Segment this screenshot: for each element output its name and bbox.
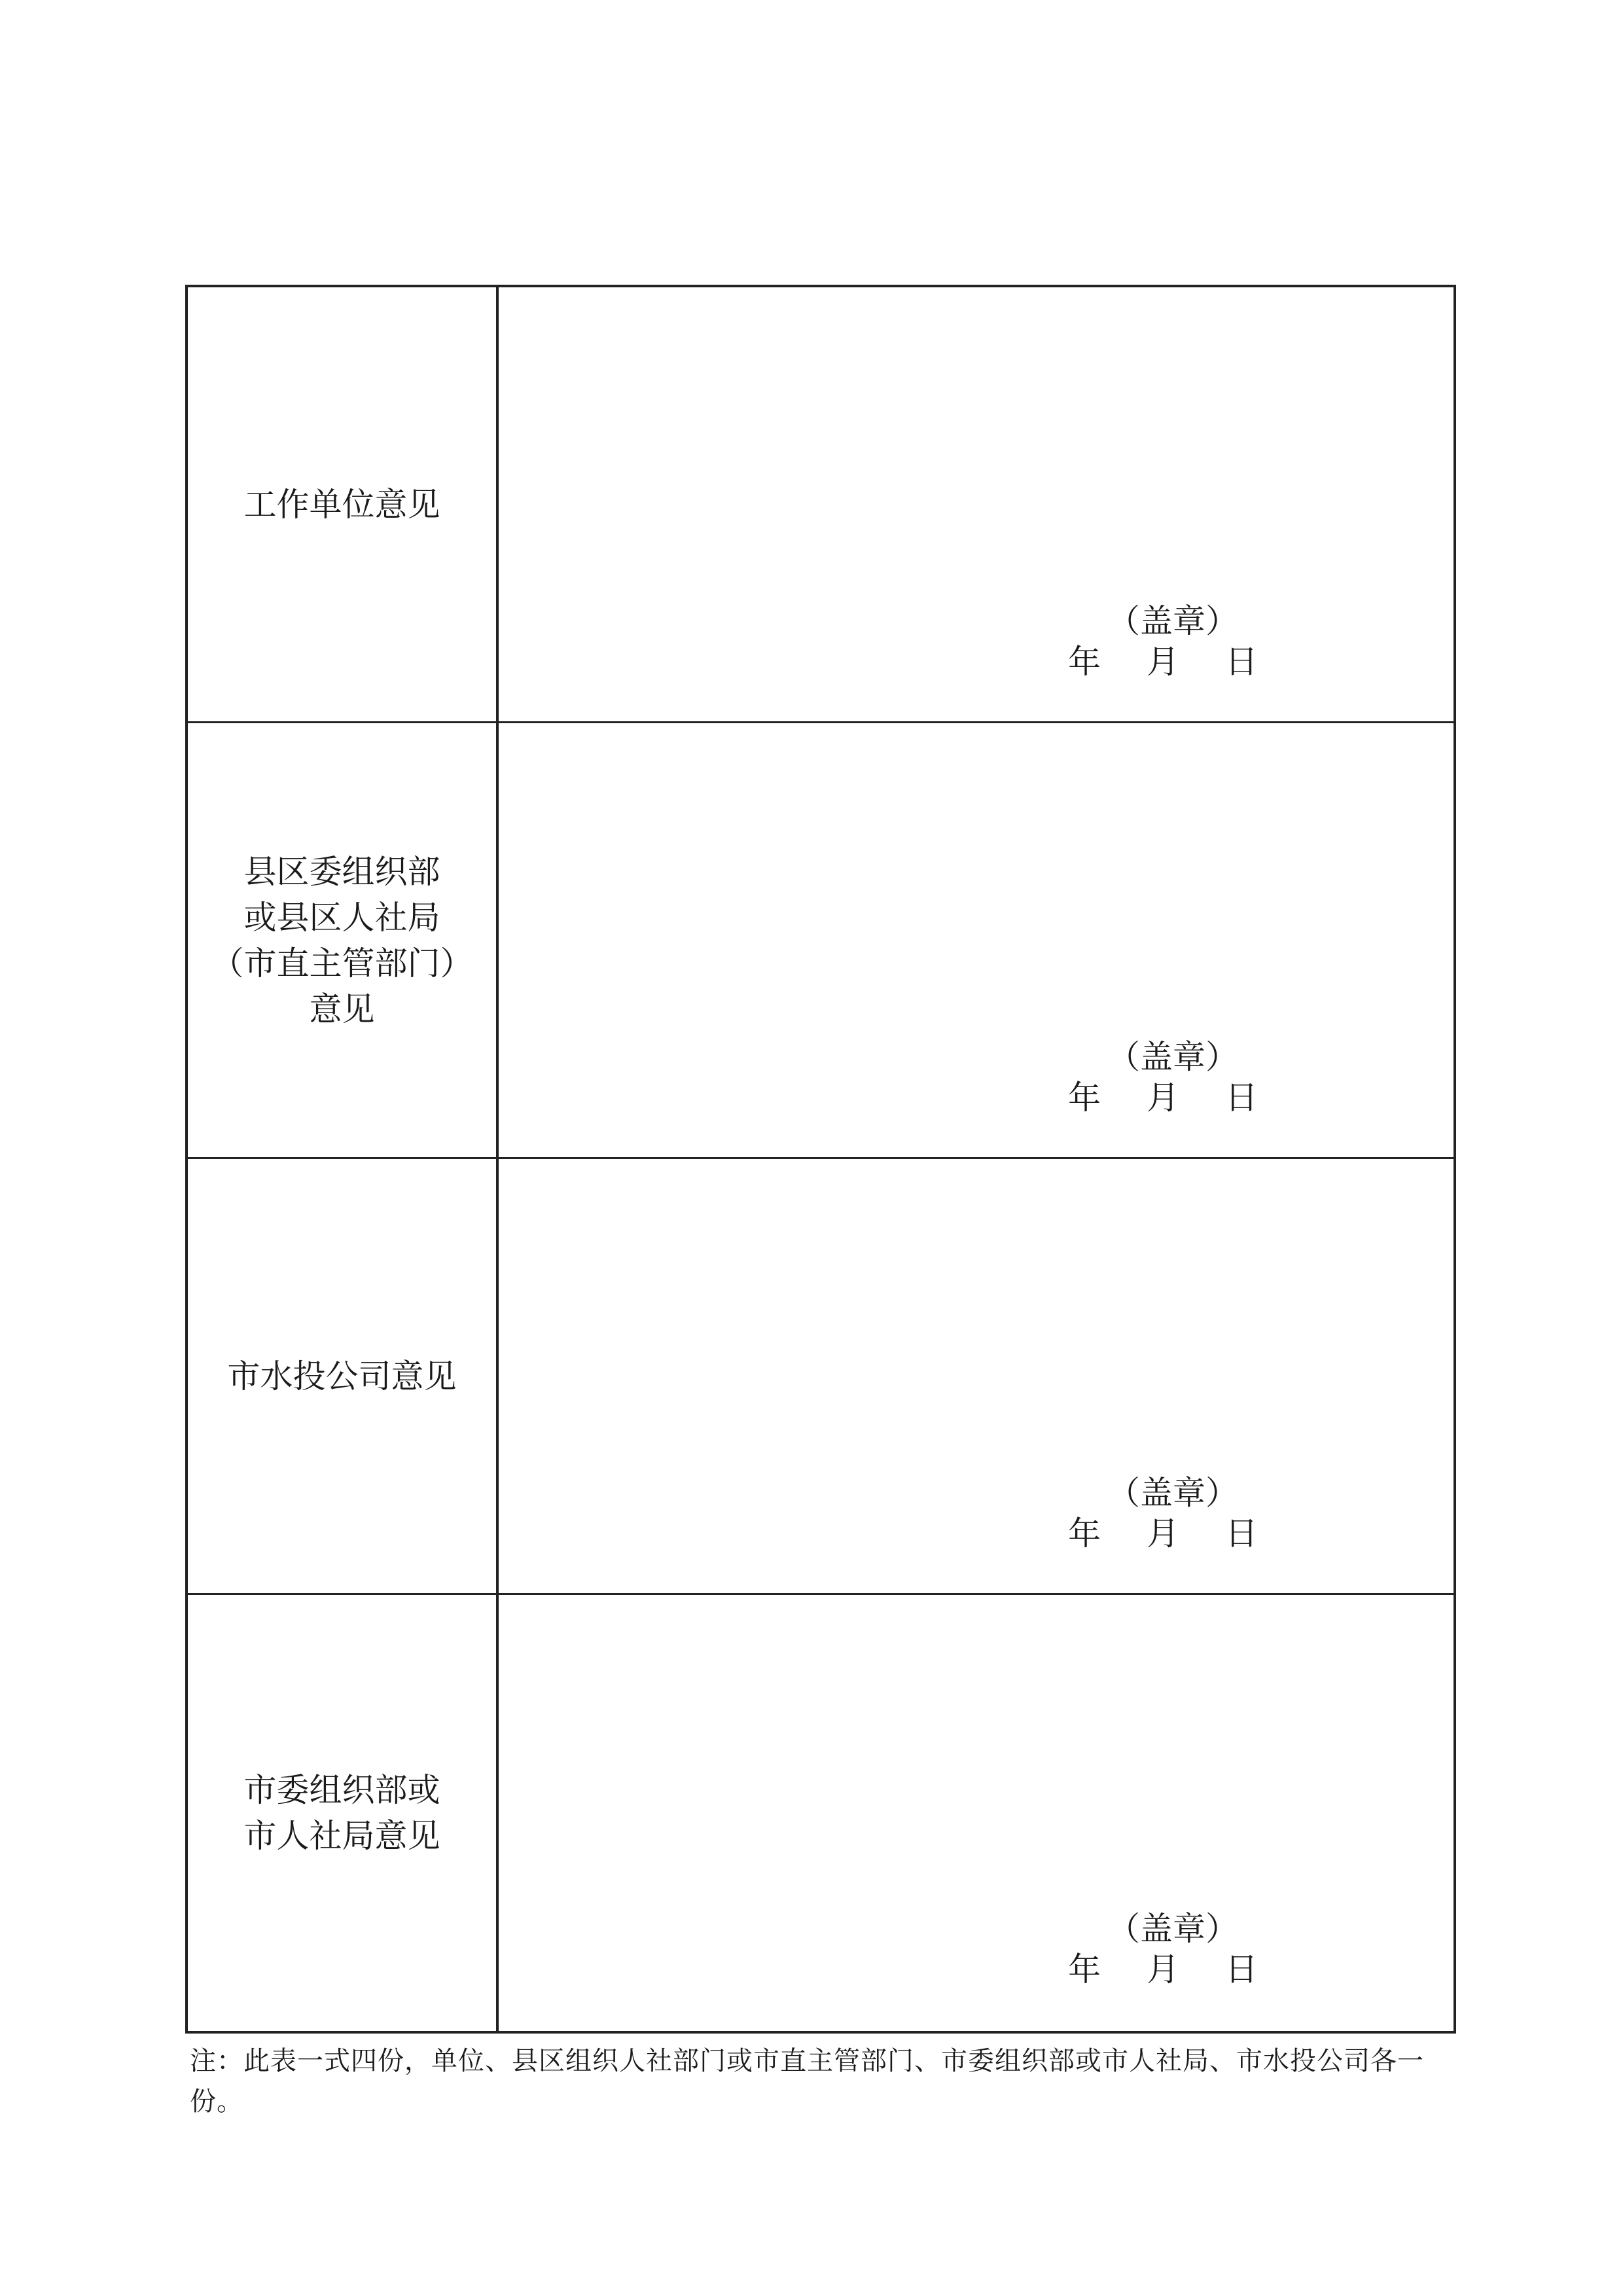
month-label: 月 xyxy=(1147,1079,1179,1117)
label-line: 市水投公司意见 xyxy=(227,1357,457,1395)
opinion-field-work-unit[interactable] xyxy=(499,287,1454,721)
month-label: 月 xyxy=(1147,1515,1179,1552)
form-row-city-department xyxy=(188,1595,1454,2031)
year-label: 年 xyxy=(1068,1079,1101,1117)
row-label xyxy=(188,1159,499,1593)
label-line: 意见 xyxy=(309,990,375,1028)
date-line xyxy=(1068,1078,1258,1117)
date-line xyxy=(1068,1950,1258,1989)
row-label xyxy=(188,723,499,1157)
opinion-field-city-department[interactable] xyxy=(499,1595,1454,2031)
year-label: 年 xyxy=(1068,1515,1101,1552)
row-label xyxy=(188,287,499,721)
date-line xyxy=(1068,642,1258,681)
seal-mark: （盖章） xyxy=(1107,602,1238,640)
seal-mark: （盖章） xyxy=(1107,1910,1238,1948)
label-line: 市委组织部或 xyxy=(243,1771,440,1809)
label-line: 县区委组织部 xyxy=(243,852,440,891)
day-label: 日 xyxy=(1225,1950,1258,1988)
day-label: 日 xyxy=(1225,643,1258,681)
opinion-field-county-department[interactable] xyxy=(499,723,1454,1157)
month-label: 月 xyxy=(1147,643,1179,681)
day-label: 日 xyxy=(1225,1515,1258,1552)
footnote: 注：此表一式四份，单位、县区组织人社部门或市直主管部门、市委组织部或市人社局、市水投公司各一份。 xyxy=(190,2046,1424,2117)
form-row-work-unit xyxy=(188,287,1454,723)
day-label: 日 xyxy=(1225,1079,1258,1117)
year-label: 年 xyxy=(1068,1950,1101,1988)
month-label: 月 xyxy=(1147,1950,1179,1988)
label-line: 市人社局意见 xyxy=(243,1817,440,1855)
label-line: 工作单位意见 xyxy=(243,485,440,524)
label-line: （市直主管部门） xyxy=(211,944,473,982)
form-row-county-department xyxy=(188,723,1454,1159)
opinion-form-table xyxy=(185,285,1456,2034)
date-line xyxy=(1068,1514,1258,1553)
opinion-field-water-company[interactable] xyxy=(499,1159,1454,1593)
label-line: 或县区人社局 xyxy=(243,898,440,937)
row-label xyxy=(188,1595,499,2031)
year-label: 年 xyxy=(1068,643,1101,681)
seal-mark: （盖章） xyxy=(1107,1038,1238,1076)
seal-mark: （盖章） xyxy=(1107,1474,1238,1512)
form-row-water-company xyxy=(188,1159,1454,1595)
